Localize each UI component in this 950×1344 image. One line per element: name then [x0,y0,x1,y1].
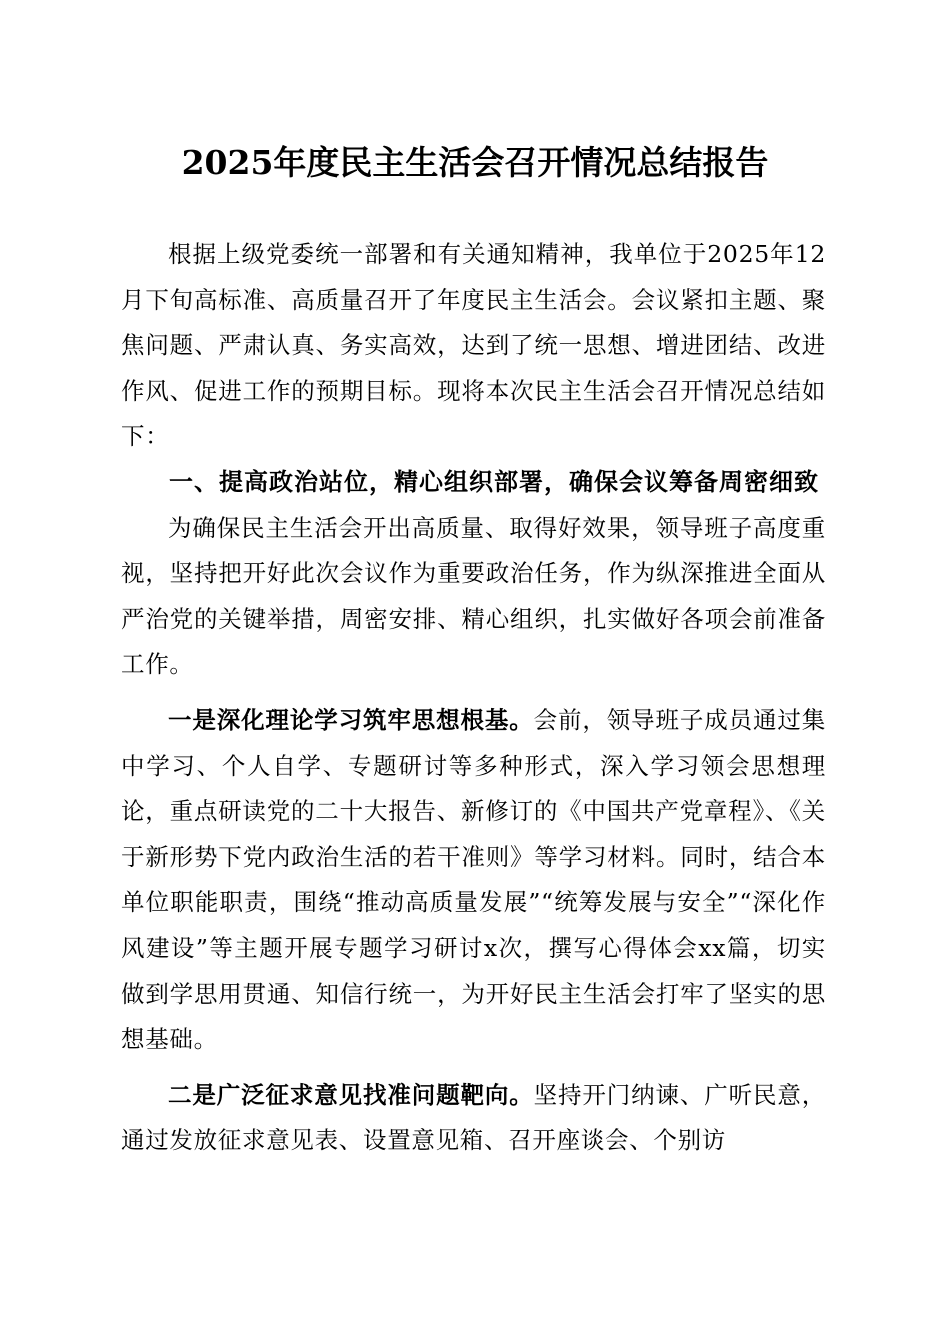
point-2-text: 坚持开门纳谏、广听民意，通过发放征求意见表、设置意见箱、召开座谈会、个别访 [121,1080,826,1155]
document-title: 2025年度民主生活会召开情况总结报告 [181,143,769,182]
section-1-paragraph: 为确保民主生活会开出高质量、取得好效果，领导班子高度重视，坚持把开好此次会议作为重要政治任务，作为纵深推进全面从严治党的关键举措，周密安排、精心组织，扎实做好各项会前准备工作。 [121,513,826,679]
point-1-paragraph [121,698,826,1063]
point-1-text: 会前，领导班子成员通过集中学习、个人自学、专题研讨等多种形式，深入学习领会思想理论，重点研读党的二十大报告、新修订的《中国共产党章程》、《关于新形势下党内政治生活的若干准则》等学习材料。同时，结合本单位职能职责，围绕“推动高质量发展”“统筹发展与安全”“深化作风建设”等主题开展专题学习研讨x次，撰写心得体会xx篇，切实做到学思用贯通、知信行统一，为开好民主生活会打牢了坚实的思想基础。 [121,705,826,1054]
document-body [121,232,826,1164]
point-2-paragraph [121,1073,826,1164]
point-2-lead: 二是广泛征求意见找准问题靶向。 [168,1080,534,1109]
intro-paragraph: 根据上级党委统一部署和有关通知精神，我单位于2025年12月下旬高标准、高质量召开了年度民主生活会。会议紧扣主题、聚焦问题、严肃认真、务实高效，达到了统一思想、增进团结、改进作风、促进工作的预期目标。现将本次民主生活会召开情况总结如下： [121,240,826,451]
point-1-lead: 一是深化理论学习筑牢思想根基。 [168,705,534,734]
section-heading-1: 一、提高政治站位，精心组织部署，确保会议筹备周密细致 [169,467,819,496]
